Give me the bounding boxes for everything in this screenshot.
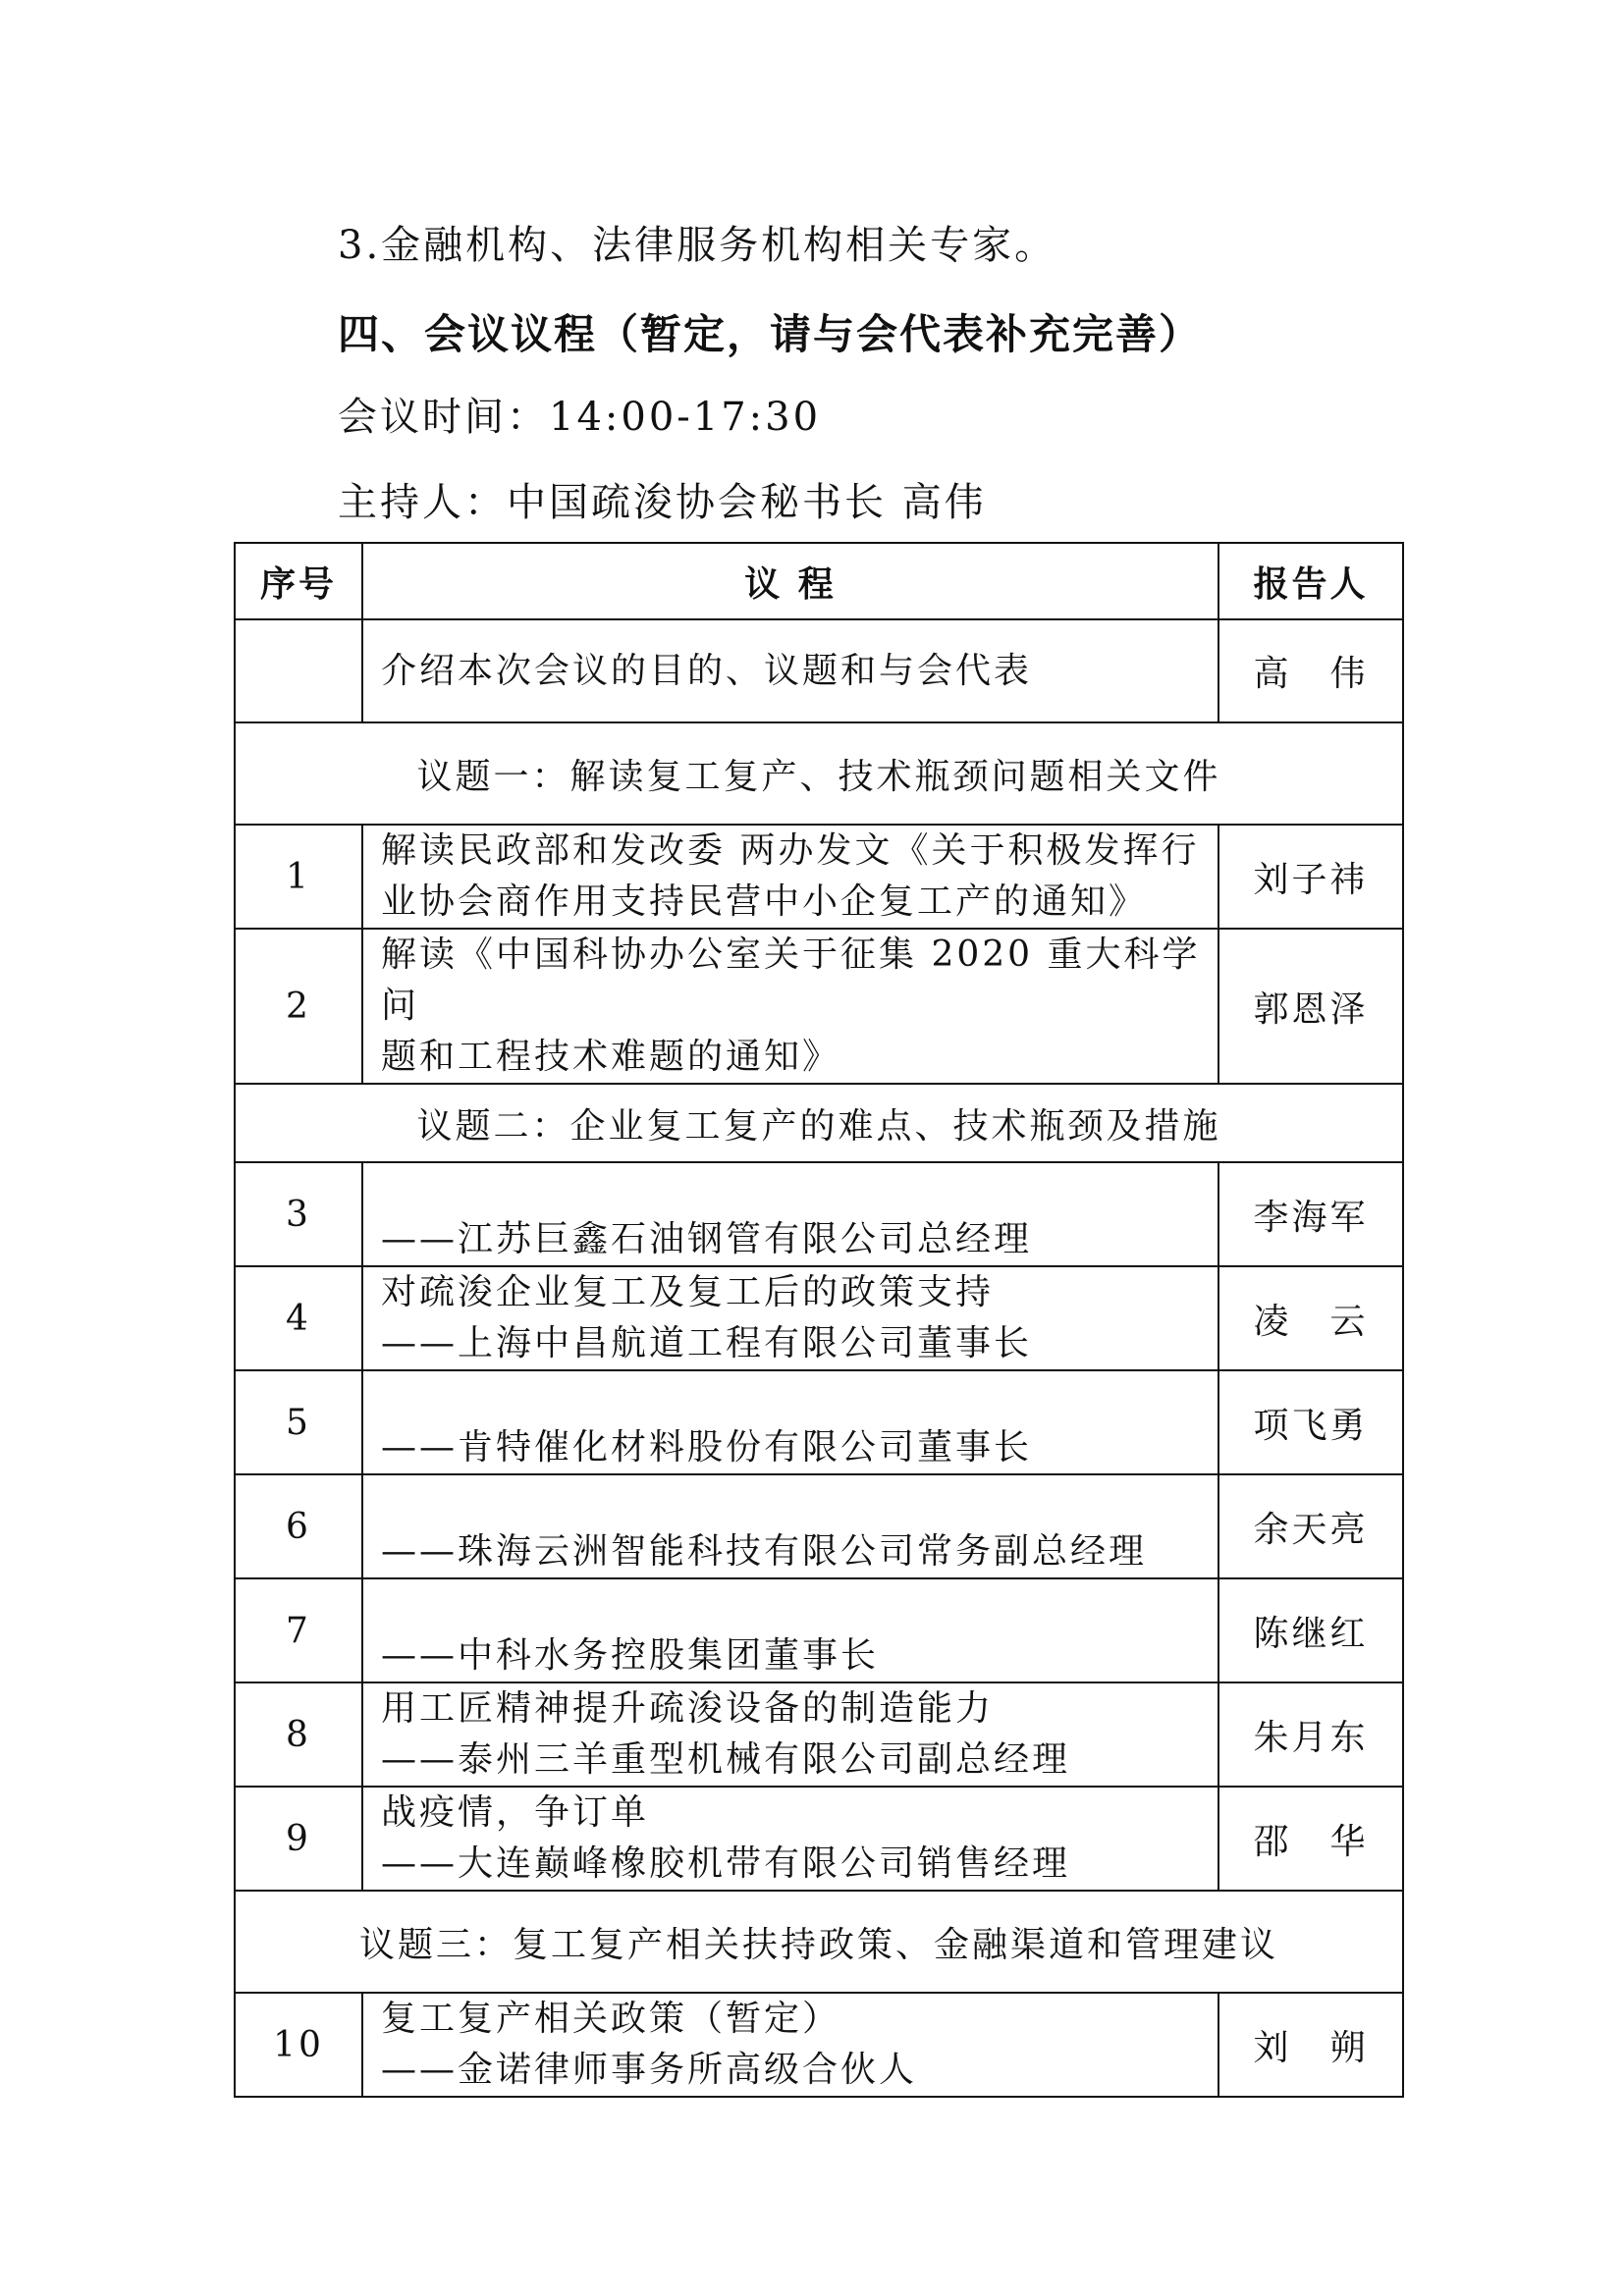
table-row [235,1474,1403,1578]
row-line-2: ——珠海云洲智能科技有限公司常务副总经理 [381,1531,1148,1572]
row-num: 8 [235,1682,362,1787]
row-reporter: 高 伟 [1218,619,1403,722]
row-agenda-text [362,1682,1218,1787]
topic-3-title: 议题三：复工复产相关扶持政策、金融渠道和管理建议 [235,1891,1403,1993]
table-row [235,1162,1403,1266]
topic-row-2 [235,1084,1403,1162]
row-line-1 [381,1163,1218,1214]
table-row [235,1266,1403,1370]
row-reporter: 郭恩泽 [1218,929,1403,1084]
row-line-2: ——泰州三羊重型机械有限公司副总经理 [381,1739,1071,1780]
table-row [235,1578,1403,1682]
row-agenda-text: 介绍本次会议的目的、议题和与会代表 [362,619,1218,722]
row-num [235,619,362,722]
row-line-2: ——肯特催化材料股份有限公司董事长 [381,1427,1033,1468]
row-line-2: 题和工程技术难题的通知》 [381,1037,841,1077]
meeting-time: 会议时间：14:00-17:30 [338,395,822,440]
row-line-2: ——江苏巨鑫石油钢管有限公司总经理 [381,1219,1033,1259]
row-num: 3 [235,1162,362,1266]
row-agenda-text [362,825,1218,929]
row-agenda-text [362,929,1218,1084]
header-num: 序号 [235,543,362,619]
row-reporter: 邵 华 [1218,1787,1403,1891]
topic-row-1 [235,722,1403,825]
row-line-1: 解读民政部和发改委 两办发文《关于积极发挥行 [381,830,1200,871]
header-agenda: 议 程 [362,543,1218,619]
row-line-1 [381,1371,1218,1422]
row-reporter: 余天亮 [1218,1474,1403,1578]
row-num: 1 [235,825,362,929]
row-agenda-text [362,1787,1218,1891]
row-num: 7 [235,1578,362,1682]
table-row [235,825,1403,929]
row-line-2: ——中科水务控股集团董事长 [381,1635,880,1676]
row-line-2: 业协会商作用支持民营中小企复工产的通知》 [381,881,1148,922]
table-row [235,1682,1403,1787]
row-line-2: ——上海中昌航道工程有限公司董事长 [381,1323,1033,1363]
row-agenda-text [362,1474,1218,1578]
row-line-1: 战疫情，争订单 [381,1792,650,1833]
row-agenda-text [362,1993,1218,2097]
row-num: 10 [235,1993,362,2097]
header-reporter: 报告人 [1218,543,1403,619]
row-num: 6 [235,1474,362,1578]
row-line-1 [381,1579,1218,1630]
row-reporter: 凌 云 [1218,1266,1403,1370]
row-num: 4 [235,1266,362,1370]
row-line-2: ——金诺律师事务所高级合伙人 [381,2050,918,2090]
table-row-opening [235,619,1403,722]
row-num: 9 [235,1787,362,1891]
row-line-1: 对疏浚企业复工及复工后的政策支持 [381,1272,995,1312]
intro-item-3: 3.金融机构、法律服务机构相关专家。 [338,223,1057,268]
row-reporter: 项飞勇 [1218,1370,1403,1474]
row-agenda-text [362,1370,1218,1474]
row-reporter: 李海军 [1218,1162,1403,1266]
row-num: 2 [235,929,362,1084]
table-row [235,1993,1403,2097]
row-reporter: 刘 朔 [1218,1993,1403,2097]
topic-2-title: 议题二：企业复工复产的难点、技术瓶颈及措施 [235,1084,1403,1162]
row-line-2: ——大连巅峰橡胶机带有限公司销售经理 [381,1843,1071,1884]
row-reporter: 陈继红 [1218,1578,1403,1682]
row-reporter: 刘子祎 [1218,825,1403,929]
agenda-table [234,542,1404,2098]
row-num: 5 [235,1370,362,1474]
row-reporter: 朱月东 [1218,1682,1403,1787]
table-row [235,929,1403,1084]
row-agenda-text [362,1162,1218,1266]
meeting-host: 主持人：中国疏浚协会秘书长 高伟 [338,480,987,525]
row-line-1: 复工复产相关政策（暂定） [381,1999,841,2039]
row-line-1: 解读《中国科协办公室关于征集 2020 重大科学问 [381,934,1201,1026]
table-row [235,1370,1403,1474]
row-line-1 [381,1475,1218,1526]
topic-row-3 [235,1891,1403,1993]
table-row [235,1787,1403,1891]
row-agenda-text [362,1578,1218,1682]
table-header-row [235,543,1403,619]
row-line-1: 用工匠精神提升疏浚设备的制造能力 [381,1688,995,1729]
section-heading: 四、会议议程（暂定，请与会代表补充完善） [338,310,1203,358]
row-agenda-text [362,1266,1218,1370]
topic-1-title: 议题一：解读复工复产、技术瓶颈问题相关文件 [235,722,1403,825]
